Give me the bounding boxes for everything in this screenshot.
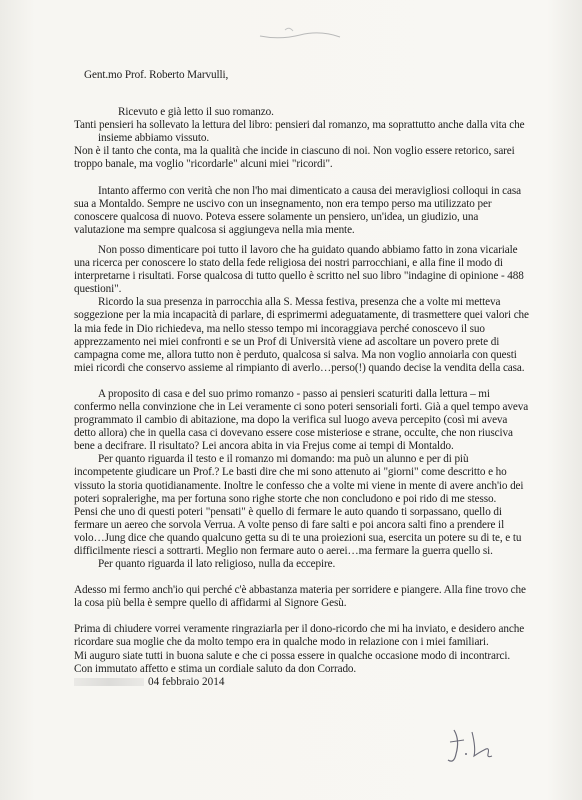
date-line — [74, 676, 224, 688]
text-line: valutazione ma sempre qualcosa si aggiungeva nella mia mente. — [74, 223, 355, 236]
text-line: ricordare sua moglie che da molto tempo era in qualche modo in relazione con i miei familiari. — [74, 636, 489, 649]
text-line: interpretarne i risultati. Forse qualcosa di tutto quello è scritto nel suo libro "indagine di opinione - 488 — [74, 270, 524, 283]
text-line: questioni". — [74, 283, 122, 296]
text-line: programmato il cambio di abitazione, ma dopo la verifica sul luogo aveva percepito (così mi aveva — [74, 414, 508, 427]
letter-body — [74, 55, 546, 676]
handwritten-signature — [440, 720, 510, 770]
text-line: la mia fede in Dio richiedeva, ma nello stesso tempo mi incoraggiava perché conoscevo il suo — [74, 322, 485, 335]
salutation: Gent.mo Prof. Roberto Marvulli, — [84, 69, 229, 81]
paragraph-7 — [74, 584, 546, 610]
text-line: Ricordo la sua presenza in parrocchia alla S. Messa festiva, presenza che a volte mi metteva — [98, 296, 501, 309]
paragraph-1 — [74, 106, 546, 171]
text-line: Con immutato affetto e stima un cordiale saluto da don Corrado. — [74, 662, 357, 675]
paragraph-5 — [74, 388, 546, 453]
text-line: detto allora) che in quella casa ci dovevano essere cose misteriose e strane, occulte, che non riusciva — [74, 427, 513, 440]
text-line: A proposito di casa e del suo primo romanzo - passo ai pensieri scaturiti dalla lettura – mi — [98, 387, 490, 400]
paragraph-2 — [74, 185, 546, 237]
text-line: Non posso dimenticare poi tutto il lavoro che ha guidato quando abbiamo fatto in zona vicariale — [98, 243, 518, 256]
text-line: Per quanto riguarda il lato religioso, nulla da eccepire. — [98, 558, 336, 571]
text-line: la cosa più bella è sempre quello di affidarmi al Signore Gesù. — [74, 597, 347, 610]
text-line: campagna come me, allora tutto non è perduto, qualcosa si salva. Ma non voglio annoiarla con questi — [74, 348, 517, 361]
text-line: Intanto affermo con verità che non l'ho mai dimenticato a causa dei meravigliosi colloqui in casa — [98, 184, 521, 197]
text-line: volo…Jung dice che quando qualcuno getta su di te una proiezioni sua, esercita un potere su di te, e tu — [74, 531, 522, 544]
text-line: Pensi che uno di questi poteri "pensati" è quello di fermare le auto quando ti sorpassano, quello di — [74, 505, 502, 518]
text-line: Prima di chiudere vorrei veramente ringraziarla per il dono-ricordo che mi ha inviato, e desidero anche — [74, 623, 525, 636]
text-line: insieme abbiamo vissuto. — [98, 132, 210, 145]
faded-place-text — [74, 678, 144, 686]
text-line: miei ricordi che conservo assieme al rimpianto di averlo…perso(!) quando decise la vendita della casa. — [74, 361, 525, 374]
text-line: confermo nella convinzione che in Lei veramente ci sono poteri sensoriali forti. Già a quel tempo aveva — [74, 400, 529, 413]
text-line: bene a decifrare. Il risultato? Lei ancora abita in via Frejus come ai tempi di Montaldo. — [74, 440, 454, 453]
text-line: incompetente giudicare un Prof.? Le basti dire che mi sono attenuto ai "giorni" come descritto e ho — [74, 466, 507, 479]
text-line: Tanti pensieri ha sollevato la lettura del libro: pensieri dal romanzo, ma soprattutto anche dalla vita che — [74, 119, 525, 132]
text-line: Per quanto riguarda il testo e il romanzo mi domando: ma può un alunno e per di più — [98, 453, 469, 466]
text-line: conoscere qualcosa di nuovo. Poteva essere solamente un pensiero, un'idea, un giudizio, una — [74, 210, 479, 223]
text-line: Non è il tanto che conta, ma la qualità che incide in ciascuno di noi. Non voglio essere retorico, sarei — [74, 145, 515, 158]
paragraph-3 — [74, 244, 546, 296]
text-line: poteri sopralerighe, ma per fortuna sono righe storte che non concludono e poi rido di me stesso. — [74, 492, 497, 505]
text-line: difficilmente riesci a sottrarti. Meglio non fermare auto o aerei…ma fermare la guerra quello si. — [74, 545, 493, 557]
paragraph-6 — [74, 453, 546, 571]
text-line: fermare un aereo che sorvola Verrua. A volte penso di fare salti e poi ancora salti fino a prendere il — [74, 518, 505, 531]
paragraph-8 — [74, 623, 546, 675]
text-line: una ricerca per conoscere lo stato della fede religiosa dei nostri parrocchiani, e alla fine il modo di — [74, 257, 503, 270]
text-line: apprezzamento nei miei confronti e se un Prof di Università viene ad ascoltare un povero prete di — [74, 335, 500, 348]
text-line: soggezione per la mia incapacità di parlare, di esprimermi adeguatamente, di trasmettere quei valori che — [74, 309, 529, 322]
letter-date: 04 febbraio 2014 — [148, 676, 225, 688]
text-line: Adesso mi fermo anch'io qui perché c'è abbastanza materia per sorridere e piangere. Alla fine trovo che — [74, 584, 526, 597]
text-line: Ricevuto e già letto il suo romanzo. — [118, 106, 274, 119]
text-line: troppo banale, ma voglio "ricordarle" alcuni miei "ricordi". — [74, 158, 333, 171]
paragraph-4 — [74, 296, 546, 375]
text-line: sua a Montaldo. Sempre ne uscivo con un insegnamento, non era tempo perso ma utilizzato per — [74, 197, 492, 210]
text-line: Mi auguro siate tutti in buona salute e che ci possa essere in qualche occasione modo di incontrarci. — [74, 649, 511, 662]
scan-artifact-mark — [255, 22, 345, 46]
text-line: vissuto la storia quotidianamente. Inoltre le confesso che a volte mi viene in mente di avere anch'io dei — [74, 479, 524, 492]
